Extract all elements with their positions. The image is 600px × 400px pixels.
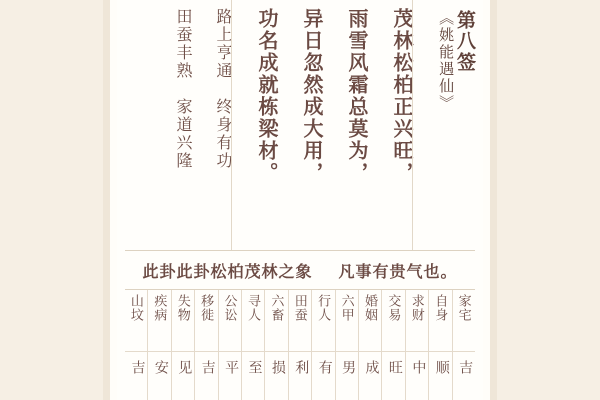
table-column xyxy=(405,290,428,400)
table-header-cell xyxy=(453,290,475,352)
table-value-label: 利 xyxy=(293,360,309,374)
slip-number: 第八签 xyxy=(454,10,475,73)
table-value-cell xyxy=(289,352,311,400)
table-header-label: 行人 xyxy=(316,294,332,322)
table-header-cell xyxy=(219,290,241,352)
table-header-cell xyxy=(172,290,194,352)
poem-area xyxy=(125,0,475,250)
category-table xyxy=(125,290,475,400)
table-value-cell xyxy=(219,352,241,400)
table-column xyxy=(147,290,170,400)
fortune-slip-card xyxy=(103,0,497,400)
table-header-label: 田蚕 xyxy=(292,294,308,322)
note-line-2: 田蚕丰熟 家道兴隆 xyxy=(174,8,191,170)
commentary-row xyxy=(125,251,475,289)
table-column xyxy=(311,290,334,400)
table-value-label: 吉 xyxy=(199,360,215,374)
table-value-label: 平 xyxy=(223,360,239,374)
table-column xyxy=(335,290,358,400)
table-value-label: 中 xyxy=(410,360,426,374)
table-header-label: 六甲 xyxy=(339,294,355,322)
card-inner xyxy=(117,0,483,400)
table-header-label: 寻人 xyxy=(245,294,261,322)
table-header-cell xyxy=(382,290,404,352)
note-line-1: 路上亨通 终身有功 xyxy=(214,8,231,170)
table-value-label: 顺 xyxy=(433,360,449,374)
table-column xyxy=(452,290,475,400)
table-value-label: 吉 xyxy=(457,360,473,374)
table-header-cell xyxy=(429,290,451,352)
table-header-cell xyxy=(289,290,311,352)
table-value-cell xyxy=(453,352,475,400)
table-value-cell xyxy=(242,352,264,400)
table-header-label: 求财 xyxy=(409,294,425,322)
table-column xyxy=(381,290,404,400)
table-column xyxy=(194,290,217,400)
right-margin xyxy=(497,0,600,400)
table-value-label: 男 xyxy=(340,360,356,374)
table-header-cell xyxy=(265,290,287,352)
poem-line-2: 雨雪风霜总莫为， xyxy=(345,8,367,184)
table-header-cell xyxy=(242,290,264,352)
table-column xyxy=(218,290,241,400)
table-value-label: 旺 xyxy=(386,360,402,374)
table-column xyxy=(358,290,381,400)
table-header-cell xyxy=(125,290,147,352)
table-header-label: 家宅 xyxy=(456,294,472,322)
table-value-label: 见 xyxy=(176,360,192,374)
table-header-label: 公讼 xyxy=(222,294,238,322)
table-header-cell xyxy=(148,290,170,352)
table-value-cell xyxy=(429,352,451,400)
table-value-cell xyxy=(172,352,194,400)
table-value-cell xyxy=(406,352,428,400)
table-header-cell xyxy=(406,290,428,352)
table-value-label: 至 xyxy=(246,360,262,374)
table-header-label: 婚姻 xyxy=(362,294,378,322)
table-column xyxy=(288,290,311,400)
table-value-label: 安 xyxy=(152,360,168,374)
table-column xyxy=(125,290,147,400)
table-value-cell xyxy=(265,352,287,400)
table-value-cell xyxy=(359,352,381,400)
table-value-label: 损 xyxy=(269,360,285,374)
table-value-cell xyxy=(125,352,147,400)
commentary-left: 此卦此卦松柏茂林之象 xyxy=(142,263,313,281)
left-margin xyxy=(0,0,103,400)
poem-line-3: 异日忽然成大用， xyxy=(300,8,322,184)
table-header-label: 山坟 xyxy=(128,294,144,322)
table-header-label: 六畜 xyxy=(269,294,285,322)
table-header-cell xyxy=(359,290,381,352)
table-header-cell xyxy=(312,290,334,352)
slip-subtitle: 《姚能遇仙》 xyxy=(437,10,454,112)
table-value-cell xyxy=(312,352,334,400)
table-value-label: 有 xyxy=(316,360,332,374)
table-value-label: 吉 xyxy=(129,360,145,374)
table-header-label: 自身 xyxy=(433,294,449,322)
table-value-cell xyxy=(148,352,170,400)
table-column xyxy=(241,290,264,400)
table-header-label: 移徙 xyxy=(199,294,215,322)
table-header-label: 疾病 xyxy=(152,294,168,322)
table-header-label: 失物 xyxy=(175,294,191,322)
table-value-cell xyxy=(336,352,358,400)
table-header-label: 交易 xyxy=(386,294,402,322)
table-header-cell xyxy=(336,290,358,352)
table-value-cell xyxy=(382,352,404,400)
table-column xyxy=(428,290,451,400)
table-header-cell xyxy=(195,290,217,352)
commentary-right: 凡事有贵气也。 xyxy=(338,263,458,281)
slip-title-column xyxy=(413,0,475,112)
poem-line-4: 功名成就栋梁材。 xyxy=(255,8,277,184)
table-value-label: 成 xyxy=(363,360,379,374)
table-value-cell xyxy=(195,352,217,400)
poem-line-1: 茂林松柏正兴旺， xyxy=(390,8,412,184)
table-column xyxy=(264,290,287,400)
table-column xyxy=(171,290,194,400)
